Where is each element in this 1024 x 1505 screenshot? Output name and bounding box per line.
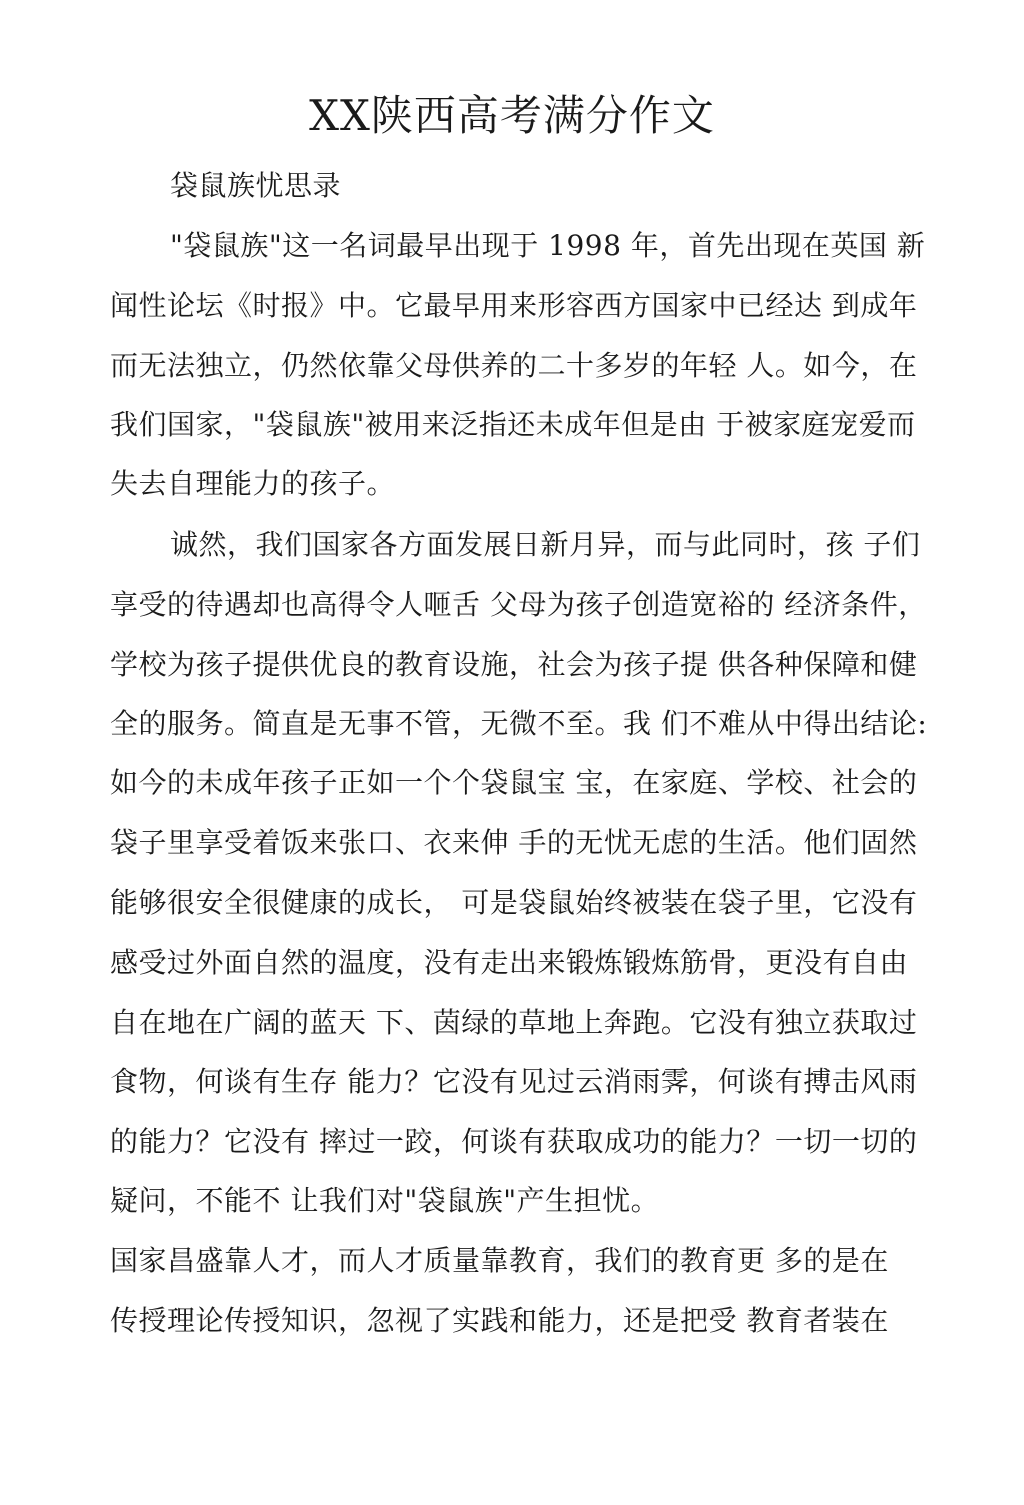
paragraph-line: 失去自理能力的孩子。 (110, 467, 396, 500)
paragraph-line: "袋鼠族"这一名词最早出现于 1998 年，首先出现在英国 新 (170, 229, 926, 262)
paragraph-line: 闻性论坛《时报》中。它最早用来形容西方国家中已经达 到成年 (110, 289, 918, 322)
paragraph-line: 感受过外面自然的温度，没有走出来锻炼锻炼筋骨，更没有自由 (110, 946, 909, 979)
paragraph-line: 诚然，我们国家各方面发展日新月异，而与此同时，孩 子们 (170, 528, 921, 561)
paragraph-line: 自在地在广阔的蓝天 下、茵绿的草地上奔跑。它没有独立获取过 (110, 1006, 918, 1039)
paragraph-line: 食物，何谈有生存 能力？它没有见过云消雨霁，何谈有搏击风雨 (110, 1065, 918, 1098)
paragraph-line: 能够很安全很健康的成长， 可是袋鼠始终被装在袋子里，它没有 (110, 886, 918, 919)
paragraph-line: 传授理论传授知识，忽视了实践和能力，还是把受 教育者装在 (110, 1304, 889, 1337)
paragraph-line: 我们国家，"袋鼠族"被用来泛指还未成年但是由 于被家庭宠爱而 (110, 408, 916, 441)
paragraph-line: 国家昌盛靠人才，而人才质量靠教育，我们的教育更 多的是在 (110, 1244, 889, 1277)
paragraph-line: 享受的待遇却也高得令人咂舌 父母为孩子创造宽裕的 经济条件， (110, 588, 927, 621)
paragraph-line: 的能力？它没有 摔过一跤，何谈有获取成功的能力？一切一切的 (110, 1125, 918, 1158)
paragraph-line: 袋子里享受着饭来张口、衣来伸 手的无忧无虑的生活。他们固然 (110, 826, 918, 859)
paragraph-line: 如今的未成年孩子正如一个个袋鼠宝 宝，在家庭、学校、社会的 (110, 766, 918, 799)
paragraph-line: 全的服务。简直是无事不管，无微不至。我 们不难从中得出结论: (110, 707, 928, 740)
essay-title: 袋鼠族忧思录 (170, 169, 342, 202)
paragraph-line: 疑问，不能不 让我们对"袋鼠族"产生担忧。 (110, 1184, 660, 1217)
document-title: XX陕西高考满分作文 (309, 91, 715, 140)
paragraph-line: 学校为孩子提供优良的教育设施，社会为孩子提 供各种保障和健 (110, 648, 918, 681)
paragraph-line: 而无法独立，仍然依靠父母供养的二十多岁的年轻 人。如今，在 (110, 349, 918, 382)
